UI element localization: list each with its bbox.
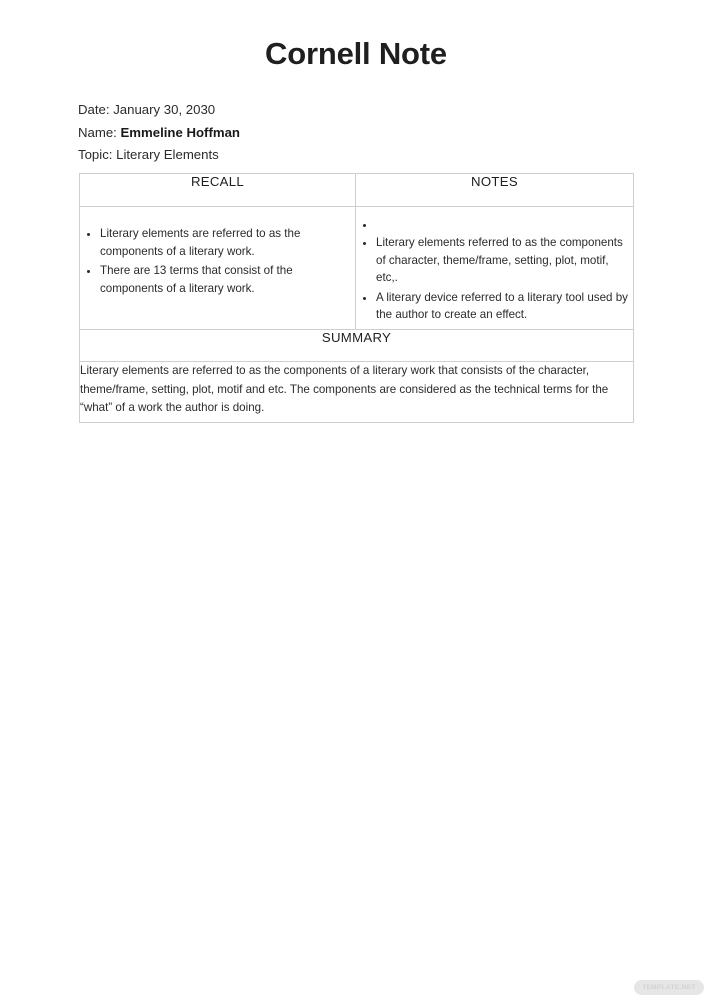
cornell-table (79, 173, 634, 423)
meta-value-date: January 30, 2030 (113, 102, 216, 117)
list-item: • Literary elements are referred to as the components of a literary work. (100, 225, 355, 260)
summary-cell (80, 362, 634, 423)
summary-header: SUMMARY (80, 330, 634, 362)
meta-line-name (78, 122, 638, 145)
recall-cell (80, 207, 356, 330)
table-body-row (80, 207, 634, 330)
summary-body-row (80, 362, 634, 423)
column-header-notes: NOTES (356, 174, 634, 207)
template-watermark: TEMPLATE.NET (634, 980, 704, 995)
recall-list (80, 225, 355, 297)
page-title: Cornell Note (265, 36, 447, 71)
meta-block (78, 99, 638, 167)
summary-text: Literary elements are referred to as the components of a literary work that consists of the character, theme/frame, setting, plot, motif and etc. The components are considered as the technical terms for the “what” of a work the author is doing. (80, 364, 609, 414)
meta-label-topic: Topic: (78, 147, 113, 162)
list-item: • Literary elements referred to as the components of character, theme/frame, setting, plot, motif, etc,. (376, 234, 633, 287)
meta-value-name: Emmeline Hoffman (120, 124, 240, 140)
meta-line-date (78, 99, 638, 122)
table-header-row (80, 174, 634, 207)
list-item-empty (376, 217, 633, 232)
notes-list (356, 217, 633, 324)
list-item: • A literary device referred to a literary tool used by the author to create an effect. (376, 289, 633, 324)
column-header-recall: RECALL (80, 174, 356, 207)
meta-label-name: Name: (78, 124, 117, 140)
meta-value-topic: Literary Elements (116, 147, 219, 162)
summary-header-row (80, 330, 634, 362)
notes-cell (356, 207, 634, 330)
list-item: • There are 13 terms that consist of the components of a literary work. (100, 262, 355, 297)
meta-label-date: Date: (78, 102, 110, 117)
meta-line-topic (78, 144, 638, 167)
